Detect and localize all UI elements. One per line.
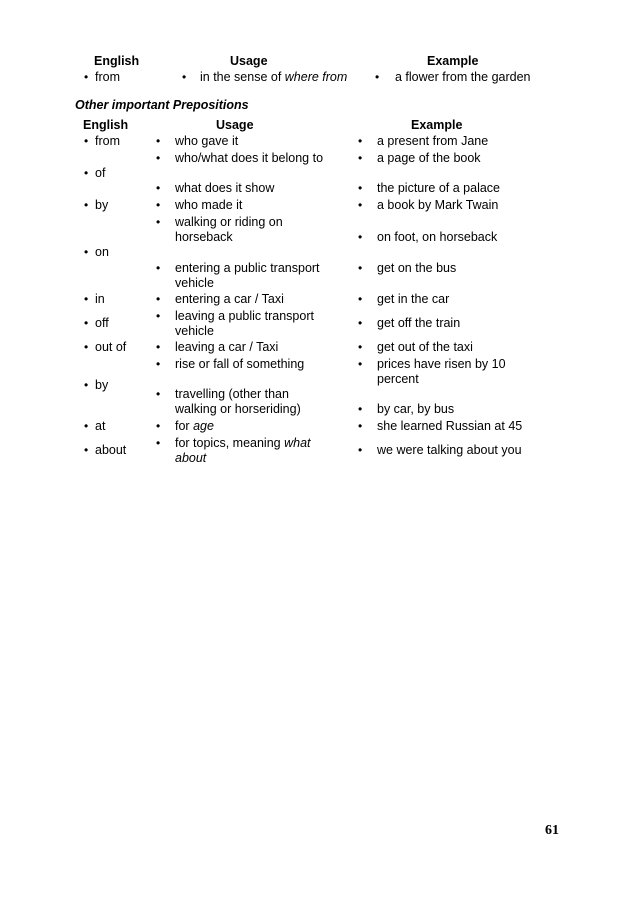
- usage-about-line2: about: [175, 451, 207, 465]
- bullet-icon: •: [84, 378, 89, 392]
- bullet-icon: •: [84, 419, 89, 433]
- usage-by-1: who made it: [175, 198, 243, 212]
- top-header-example: Example: [427, 54, 479, 68]
- bullet-icon: •: [84, 292, 89, 306]
- english-out-of: out of: [95, 340, 127, 354]
- example-about: we were talking about you: [377, 443, 522, 457]
- bullet-icon: •: [156, 419, 161, 433]
- usage-out-of: leaving a car / Taxi: [175, 340, 279, 354]
- bullet-icon: •: [84, 340, 89, 354]
- bullet-icon: •: [84, 70, 89, 84]
- example-of-1: a page of the book: [377, 151, 481, 165]
- bullet-icon: •: [358, 340, 363, 354]
- english-of: of: [95, 166, 106, 180]
- example-by2-2: by car, by bus: [377, 402, 455, 416]
- example-by2-1-line2: percent: [377, 372, 419, 386]
- english-off: off: [95, 316, 109, 330]
- bullet-icon: •: [358, 402, 363, 416]
- usage-about-line1: [175, 436, 311, 451]
- top-example-from: a flower from the garden: [395, 70, 531, 84]
- example-on-2: get on the bus: [377, 261, 457, 275]
- usage-italic-text: what: [284, 436, 311, 450]
- usage-of-2: what does it show: [175, 181, 275, 195]
- bullet-icon: •: [358, 134, 363, 148]
- bullet-icon: •: [84, 245, 89, 259]
- top-header-usage: Usage: [230, 54, 268, 68]
- bullet-icon: •: [182, 70, 187, 84]
- bullet-icon: •: [358, 151, 363, 165]
- usage-text: for: [175, 419, 194, 433]
- example-in: get in the car: [377, 292, 450, 306]
- bullet-icon: •: [156, 181, 161, 195]
- bullet-icon: •: [358, 198, 363, 212]
- usage-text: in the sense of: [200, 70, 285, 84]
- bullet-icon: •: [358, 357, 363, 371]
- bullet-icon: •: [358, 292, 363, 306]
- page-number: 61: [545, 823, 559, 838]
- usage-by2-2-line1: travelling (other than: [175, 387, 289, 401]
- english-by-2: by: [95, 378, 109, 392]
- bullet-icon: •: [84, 198, 89, 212]
- bullet-icon: •: [156, 309, 161, 323]
- bullet-icon: •: [156, 215, 161, 229]
- example-by-1: a book by Mark Twain: [377, 198, 499, 212]
- bullet-icon: •: [156, 340, 161, 354]
- usage-text: for topics, meaning: [175, 436, 285, 450]
- english-on: on: [95, 245, 109, 259]
- bullet-icon: •: [84, 316, 89, 330]
- bullet-icon: •: [358, 419, 363, 433]
- bullet-icon: •: [156, 151, 161, 165]
- example-on-1: on foot, on horseback: [377, 230, 498, 244]
- main-header-usage: Usage: [216, 118, 254, 132]
- bullet-icon: •: [156, 357, 161, 371]
- bullet-icon: •: [156, 436, 161, 450]
- top-header-english: English: [94, 54, 140, 68]
- usage-italic-text: where from: [284, 70, 348, 84]
- example-off: get off the train: [377, 316, 461, 330]
- usage-in: entering a car / Taxi: [175, 292, 284, 306]
- top-english-from: from: [95, 70, 120, 84]
- bullet-icon: •: [84, 443, 89, 457]
- usage-of-1: who/what does it belong to: [175, 151, 324, 165]
- english-about: about: [95, 443, 127, 457]
- bullet-icon: •: [156, 261, 161, 275]
- usage-on-2-line2: vehicle: [175, 276, 214, 290]
- example-from: a present from Jane: [377, 134, 489, 148]
- example-out-of: get out of the taxi: [377, 340, 473, 354]
- bullet-icon: •: [156, 198, 161, 212]
- english-in: in: [95, 292, 105, 306]
- section-title: Other important Prepositions: [75, 98, 249, 112]
- bullet-icon: •: [358, 230, 363, 244]
- bullet-icon: •: [358, 316, 363, 330]
- bullet-icon: •: [375, 70, 380, 84]
- bullet-icon: •: [84, 134, 89, 148]
- usage-from: who gave it: [175, 134, 239, 148]
- usage-on-1-line2: horseback: [175, 230, 233, 244]
- usage-at: [175, 419, 214, 434]
- usage-on-1-line1: walking or riding on: [175, 215, 283, 229]
- english-at: at: [95, 419, 106, 433]
- usage-italic-text: age: [193, 419, 214, 433]
- example-by2-1-line1: prices have risen by 10: [377, 357, 506, 371]
- english-by: by: [95, 198, 109, 212]
- main-header-example: Example: [411, 118, 463, 132]
- bullet-icon: •: [156, 134, 161, 148]
- usage-on-2-line1: entering a public transport: [175, 261, 320, 275]
- bullet-icon: •: [358, 443, 363, 457]
- usage-by2-1: rise or fall of something: [175, 357, 305, 371]
- bullet-icon: •: [84, 166, 89, 180]
- main-header-english: English: [83, 118, 129, 132]
- bullet-icon: •: [156, 292, 161, 306]
- top-usage-from: [200, 70, 347, 85]
- english-from: from: [95, 134, 120, 148]
- usage-off-line2: vehicle: [175, 324, 214, 338]
- bullet-icon: •: [156, 387, 161, 401]
- usage-off-line1: leaving a public transport: [175, 309, 314, 323]
- bullet-icon: •: [358, 261, 363, 275]
- example-at: she learned Russian at 45: [377, 419, 523, 433]
- usage-by2-2-line2: walking or horseriding): [175, 402, 301, 416]
- example-of-2: the picture of a palace: [377, 181, 500, 195]
- bullet-icon: •: [358, 181, 363, 195]
